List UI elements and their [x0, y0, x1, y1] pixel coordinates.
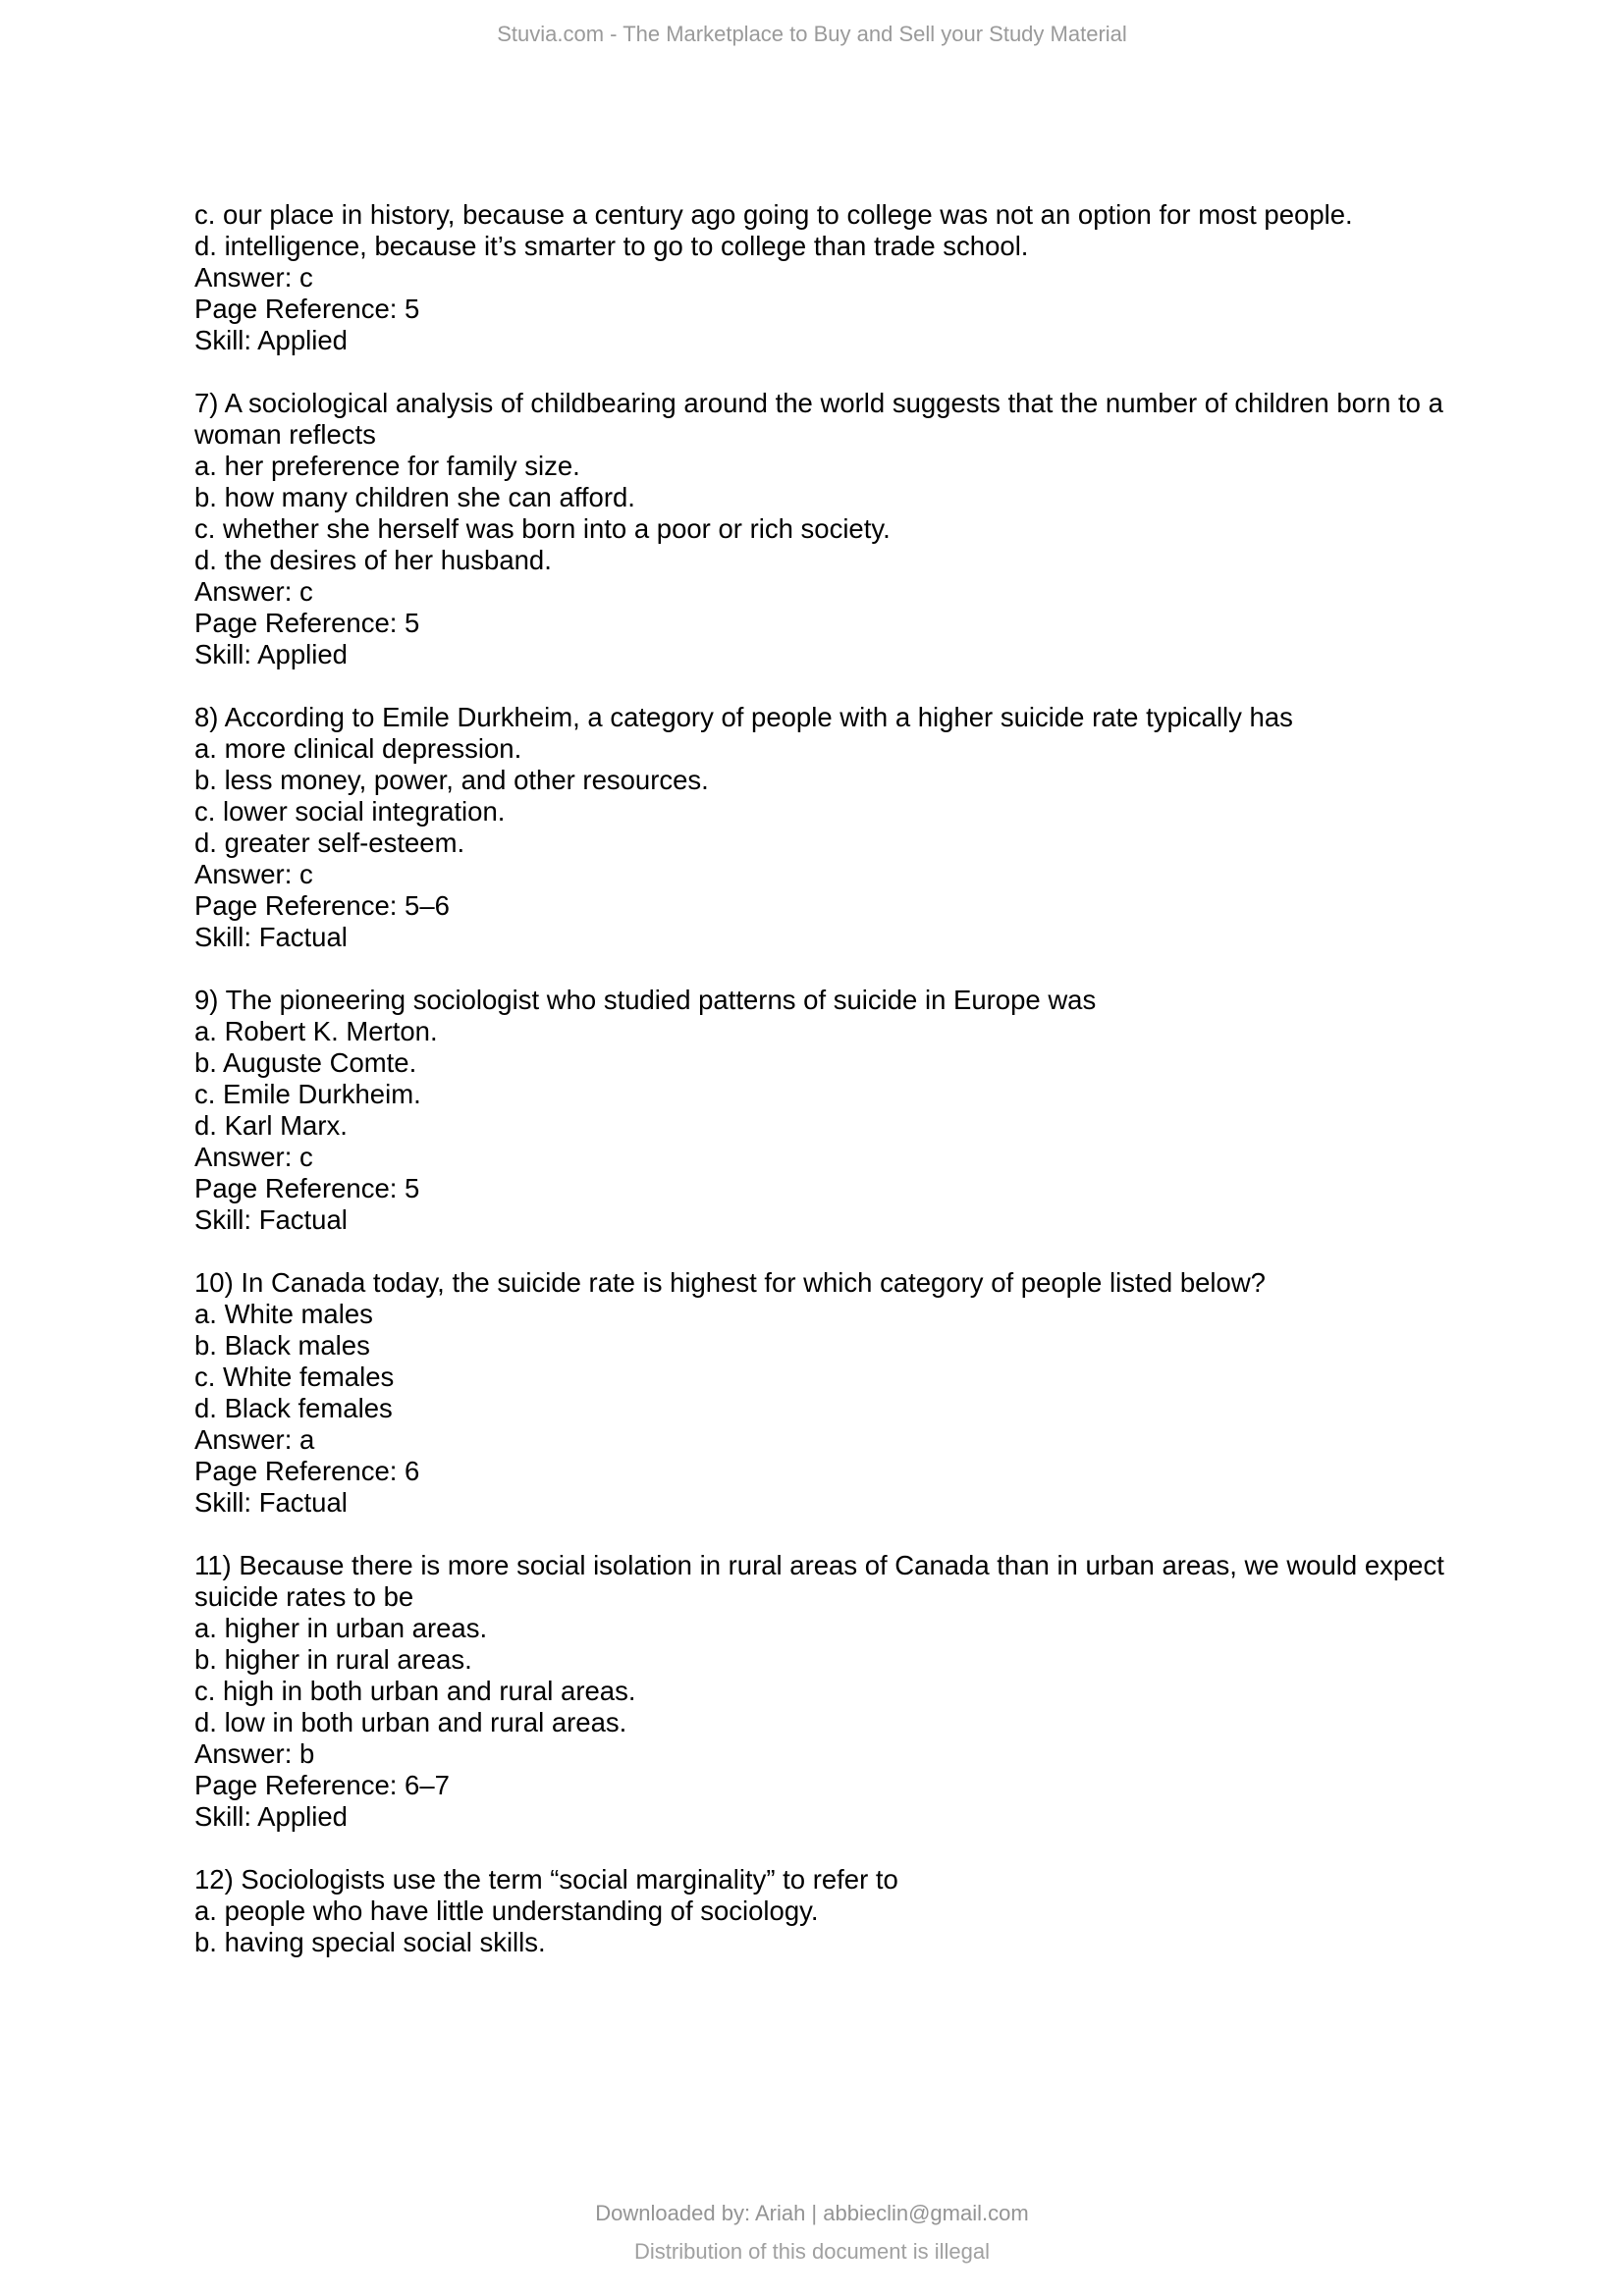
text-line: Answer: c: [194, 262, 313, 293]
question-block: [194, 702, 1500, 953]
text-line: c. high in both urban and rural areas.: [194, 1676, 636, 1706]
text-line: c. White females: [194, 1362, 395, 1392]
text-line: Skill: Applied: [194, 1801, 348, 1832]
text-line: d. Karl Marx.: [194, 1110, 348, 1141]
text-line: Page Reference: 5: [194, 1173, 420, 1203]
text-line: Answer: a: [194, 1424, 315, 1455]
text-line: 7) A sociological analysis of childbearing around the world suggests that the number of children born to a: [194, 388, 1443, 418]
footer-warning: Distribution of this document is illegal: [634, 2239, 990, 2264]
footer-downloaded-by: Downloaded by: Ariah | abbieclin@gmail.com: [595, 2201, 1029, 2225]
header-title: Stuvia.com - The Marketplace to Buy and Sell your Study Material: [497, 22, 1127, 46]
text-line: a. more clinical depression.: [194, 733, 522, 764]
text-line: b. how many children she can afford.: [194, 482, 635, 512]
text-line: 11) Because there is more social isolation in rural areas of Canada than in urban areas, we would expect: [194, 1550, 1444, 1580]
text-line: d. greater self-esteem.: [194, 828, 465, 858]
text-line: Skill: Applied: [194, 639, 348, 669]
text-line: woman reflects: [194, 419, 376, 450]
text-line: d. intelligence, because it’s smarter to go to college than trade school.: [194, 231, 1029, 261]
text-line: c. our place in history, because a century ago going to college was not an option for most people.: [194, 199, 1353, 230]
question-block: [194, 199, 1500, 356]
text-line: b. higher in rural areas.: [194, 1644, 472, 1675]
text-line: d. Black females: [194, 1393, 393, 1423]
text-line: Answer: c: [194, 576, 313, 607]
text-line: a. higher in urban areas.: [194, 1613, 488, 1643]
text-line: d. the desires of her husband.: [194, 545, 552, 575]
text-line: a. people who have little understanding of sociology.: [194, 1896, 819, 1926]
text-line: Skill: Applied: [194, 325, 348, 355]
text-line: suicide rates to be: [194, 1581, 414, 1612]
question-block: [194, 1550, 1500, 1833]
text-line: a. Robert K. Merton.: [194, 1016, 438, 1046]
text-line: d. low in both urban and rural areas.: [194, 1707, 627, 1737]
question-block: [194, 388, 1500, 670]
text-line: 10) In Canada today, the suicide rate is highest for which category of people listed below?: [194, 1267, 1266, 1298]
text-line: Page Reference: 5: [194, 608, 420, 638]
text-line: a. her preference for family size.: [194, 451, 580, 481]
question-block: [194, 1267, 1500, 1519]
text-line: b. Auguste Comte.: [194, 1047, 417, 1078]
text-line: Answer: c: [194, 1142, 313, 1172]
text-line: Page Reference: 6: [194, 1456, 420, 1486]
text-line: c. whether she herself was born into a poor or rich society.: [194, 513, 891, 544]
text-line: Skill: Factual: [194, 1487, 348, 1518]
text-line: 8) According to Emile Durkheim, a category of people with a higher suicide rate typically has: [194, 702, 1293, 732]
question-block: [194, 985, 1500, 1236]
text-line: Page Reference: 6–7: [194, 1770, 450, 1800]
text-line: Page Reference: 5–6: [194, 890, 450, 921]
text-line: Skill: Factual: [194, 1204, 348, 1235]
text-line: a. White males: [194, 1299, 373, 1329]
text-line: Answer: b: [194, 1738, 315, 1769]
text-line: c. lower social integration.: [194, 796, 506, 827]
text-line: b. having special social skills.: [194, 1927, 546, 1957]
text-line: c. Emile Durkheim.: [194, 1079, 421, 1109]
text-line: Answer: c: [194, 859, 313, 889]
question-list: [194, 199, 1500, 1990]
text-line: 12) Sociologists use the term “social marginality” to refer to: [194, 1864, 898, 1895]
text-line: b. less money, power, and other resources.: [194, 765, 709, 795]
page-footer: [0, 2194, 1624, 2270]
text-line: b. Black males: [194, 1330, 370, 1361]
question-block: [194, 1864, 1500, 1958]
text-line: Page Reference: 5: [194, 294, 420, 324]
text-line: 9) The pioneering sociologist who studied patterns of suicide in Europe was: [194, 985, 1097, 1015]
page-header: [0, 22, 1624, 47]
text-line: Skill: Factual: [194, 922, 348, 952]
